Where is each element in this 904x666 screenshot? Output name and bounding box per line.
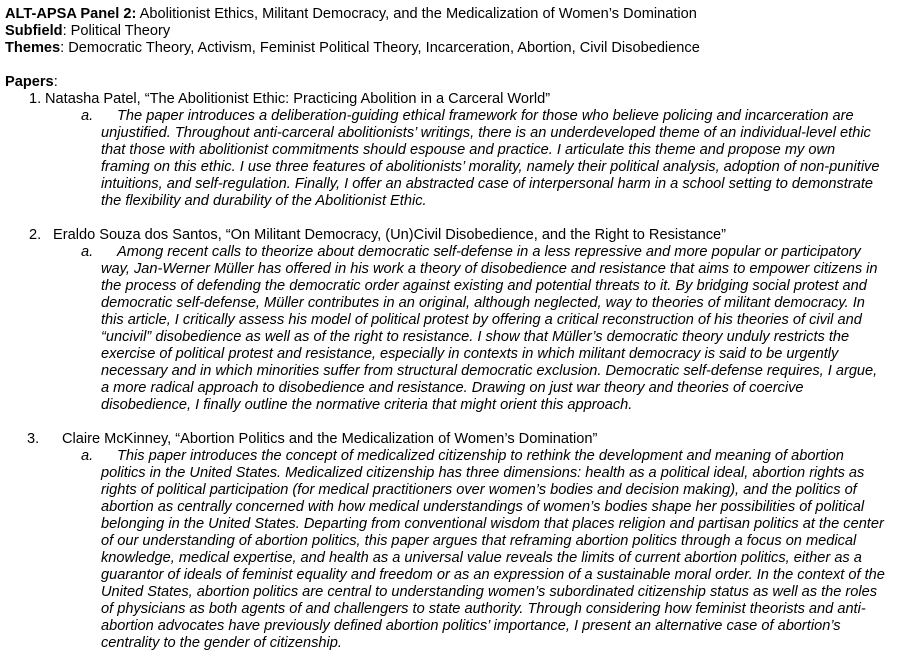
paper-title-row: [5, 91, 900, 108]
paper-title-row: [5, 431, 900, 448]
abstract-marker: a.: [81, 448, 94, 464]
spacer: [5, 210, 900, 227]
papers-label: Papers: [5, 74, 54, 90]
paper-title-row: [5, 227, 900, 244]
paper-number: 3.: [27, 431, 40, 447]
themes-label: Themes: [5, 40, 61, 56]
document-page: [5, 6, 900, 652]
paper-abstract: [81, 244, 887, 414]
subfield-label: Subfield: [5, 23, 63, 39]
papers-colon: :: [53, 74, 58, 90]
abstract-text: Among recent calls to theorize about democratic self-defense in a less repressive and more popular or participatory way, Jan-Werner Müller has offered in his work a theory of disobedience and resistance that aims to empower citizens in the process of defending the democratic order against existing and potential threats to it. By bridging social protest and democratic self-defense, Müller contributes in an original, although neglected, way to theories of militant democracy. In this article, I critically assess his model of political protest by offering a critical reconstruction of his theories of civil and “uncivil” disobedience as well as of the right to resistance. I show that Müller’s democratic theory unduly restricts the exercise of political protest and resistance, especially in contexts in which militant democracy is said to be urgently necessary and in which minorities suffer from structural democratic exclusion. Democratic self-defense requires, I argue, a more radical approach to disobedience and resistance. Drawing on just war theory and theories of coercive disobedience, I finally outline the normative criteria that might orient this approach.: [101, 244, 878, 413]
panel-title: Abolitionist Ethics, Militant Democracy, and the Medicalization of Women’s Domination: [139, 6, 697, 22]
subfield-value: : Political Theory: [62, 23, 171, 39]
paper-title: Natasha Patel, “The Abolitionist Ethic: Practicing Abolition in a Carceral World”: [45, 91, 551, 107]
paper-title: Eraldo Souza dos Santos, “On Militant Democracy, (Un)Civil Disobedience, and the Right to Resistance”: [53, 227, 726, 243]
abstract-marker: a.: [81, 244, 94, 260]
paper-abstract: [81, 108, 887, 210]
themes-line: [5, 40, 900, 57]
subfield-line: [5, 23, 900, 40]
paper-title: Claire McKinney, “Abortion Politics and the Medicalization of Women’s Domination”: [62, 431, 598, 447]
spacer: [5, 414, 900, 431]
abstract-text: This paper introduces the concept of medicalized citizenship to rethink the development and meaning of abortion politics in the United States. Medicalized citizenship has three dimensions: health as a political ideal, abortion rights as rights of political participation (for medical practitioners over women’s bodies and decision making), and the politics of abortion as centrally concerned with how medical understandings of women’s bodies shape her possibilities of political belonging in the United States. Departing from conventional wisdom that places religion and partisan politics at the center of our understanding of abortion politics, this paper argues that reframing abortion politics through a focus on medical knowledge, medical expertise, and health as a universal value reveals the limits of current abortion politics, either as a guarantor of ideals of feminist equality and freedom or as an expression of a sustainable moral order. In the context of the United States, abortion politics are central to understanding women’s subordinated citizenship status as well as the roles of physicians as both agents of and challengers to state authority. Through considering how feminist theorists and anti-abortion advocates have previously defined abortion politics’ importance, I present an alternative case of abortion’s centrality to the gender of citizenship.: [101, 448, 885, 651]
abstract-marker: a.: [81, 108, 94, 124]
abstract-text: The paper introduces a deliberation-guiding ethical framework for those who believe policing and incarceration are unjustified. Throughout anti-carceral abolitionists’ writings, there is an underdeveloped theme of an individual-level ethic that those with abolitionist commitments should espouse and practice. I articulate this theme and propose my own framing on this ethic. I use three features of abolitionists’ morality, namely their political analysis, adoption of non-punitive intuitions, and self-regulation. Finally, I offer an abstracted case of interpersonal harm in a school setting to demonstrate the flexibility and durability of the Abolitionist Ethic.: [101, 108, 880, 209]
paper-abstract: [81, 448, 887, 652]
spacer: [5, 57, 900, 74]
themes-value: : Democratic Theory, Activism, Feminist Political Theory, Incarceration, Abortion, Civil Disobedience: [60, 40, 700, 56]
panel-label: ALT-APSA Panel 2:: [5, 6, 137, 22]
panel-heading: [5, 6, 900, 23]
papers-heading: [5, 74, 900, 91]
paper-number: 1.: [29, 91, 42, 107]
paper-number: 2.: [29, 227, 42, 243]
